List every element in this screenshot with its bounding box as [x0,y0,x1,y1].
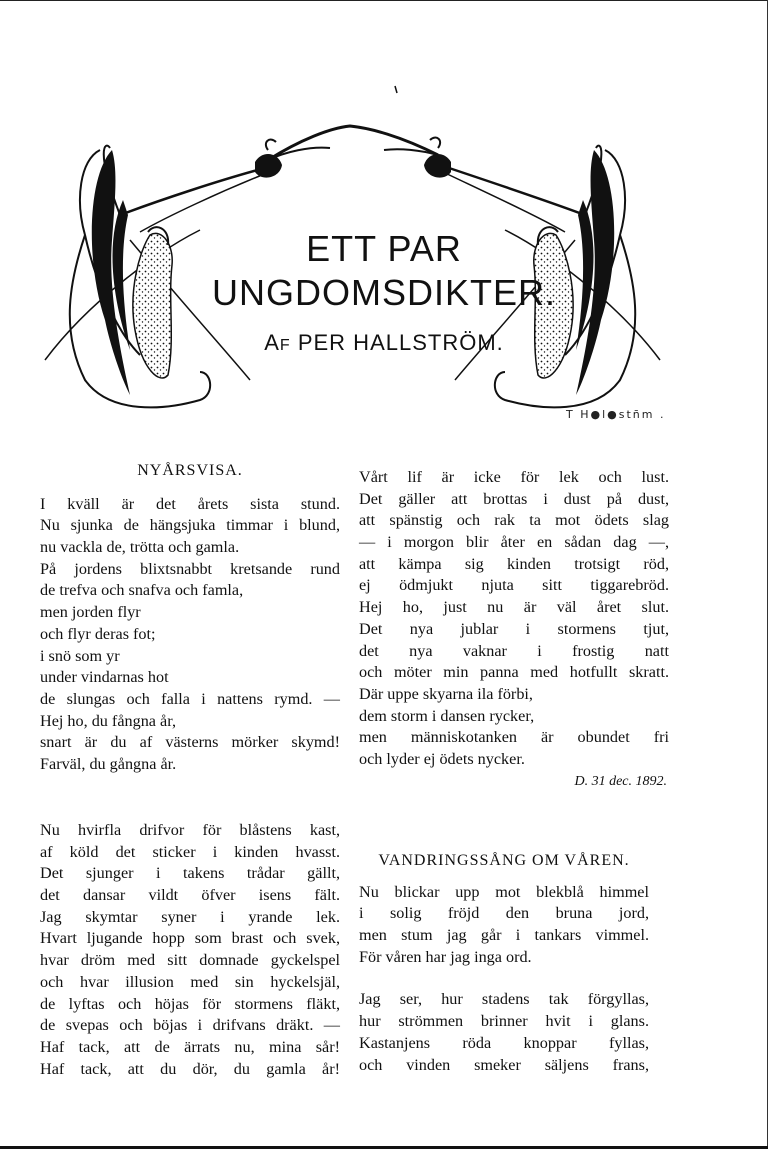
stanza-gap [359,968,649,989]
verse-line: det nya vaknar i frostig natt [359,641,669,660]
verse-line: och hvar illusion med sin hyckelsjäl, [40,972,340,991]
verse-line: de svepas och böjas i drifvans dräkt. — [40,1016,340,1035]
verse-line: Kastanjens röda knoppar fyllas, [359,1033,649,1052]
author-prefix-rest: F [279,337,291,354]
verse-line: under vindarnas hot [40,668,169,687]
verse-line: ej ödmjukt njuta sitt tiggarebröd. [359,576,669,595]
poem2-column [359,850,649,1076]
verse-line: men stum jag går i tankars vimmel. [359,926,649,945]
verse-line: hvar dröm med sitt domnade gyckelspel [40,951,340,970]
poem1-column-left-top [40,460,340,776]
illustrator-signature: T H●l●stn̄m . [566,408,666,421]
verse-line: att kämpa sig kinden trotsigt röd, [359,554,669,573]
verse-line: hur strömmen brinner hvit i glans. [359,1012,649,1031]
poem1-column-right-top [359,467,669,792]
poem2-stanza1 [359,882,649,969]
verse-line: de lyftas och höjas för stormens fläkt, [40,994,340,1013]
author-name: PER HALLSTRÖM. [297,330,504,355]
verse-line: och möter min panna med hotfullt skratt. [359,663,669,682]
verse-line: dem storm i dansen rycker, [359,706,535,725]
verse-line: Hej ho, du fångna år, [40,711,176,730]
verse-line: Där uppe skyarna ila förbi, [359,684,533,703]
poem1-stanza1 [40,494,340,776]
verse-line: och vinden smeker säljens frans, [359,1055,649,1074]
article-title-line1: ETT PAR [306,228,462,269]
verse-line: och lyder ej ödets nycker. [359,749,525,768]
author-prefix-a: A [264,330,280,355]
verse-line: i solig fröjd den bruna jord, [359,904,649,923]
poem2-stanza2 [359,989,649,1076]
poem1-stanza3 [359,467,669,771]
poem1-column-left-bottom [40,820,340,1080]
verse-line: det dansar vildt öfver isens fält. [40,886,340,905]
verse-line: Det gäller att brottas i dust på dust, [359,489,669,508]
verse-line: Farväl, du gångna år. [40,754,177,773]
verse-line: snart är du af västerns mörker skymd! [40,733,340,752]
verse-line: nu vackla de, trötta och gamla. [40,538,240,557]
verse-line: Hej ho, just nu är väl året slut. [359,598,669,617]
verse-line: Hvart ljugande hopp som brast och svek, [40,929,340,948]
verse-line: att spänstig och rak ta mot ödets slag [359,511,669,530]
verse-line: För våren har jag inga ord. [359,947,532,966]
verse-line: Haf tack, att du dör, du gamla år! [40,1059,340,1078]
verse-line: Nu hvirfla drifvor för blåstens kast, [40,821,340,839]
verse-line: och flyr deras fot; [40,624,156,643]
art-nouveau-ornament [0,0,768,440]
verse-line: Nu sjunka de hängsjuka timmar i blund, [40,516,340,535]
poem1-stanza2 [40,820,340,1080]
article-title-line2: UNGDOMSDIKTER. [211,272,556,313]
verse-line: Det sjunger i takens trådar gällt, [40,864,340,883]
verse-line: Jag ser, hur stadens tak förgyllas, [359,990,649,1009]
verse-line: Jag skymtar syner i yrande lek. [40,907,340,926]
poem1-dateline: D. 31 dec. 1892. [574,773,667,789]
verse-line: Det nya jublar i stormens tjut, [359,619,669,638]
verse-line: i snö som yr [40,646,120,665]
verse-line: — i morgon blir åter en sådan dag —, [359,533,669,552]
verse-line: men människotanken är obundet fri [359,728,669,747]
verse-line: af köld det sticker i kinden hvasst. [40,842,340,861]
poem2-title: VANDRINGSSÅNG OM VÅREN. [378,852,630,869]
verse-line: I kväll är det årets sista stund. [40,494,340,513]
verse-line: Haf tack, att de ärrats nu, mina sår! [40,1037,340,1056]
poem1-title: NYÅRSVISA. [137,462,243,479]
author-byline [0,330,768,356]
verse-line: de slungas och falla i nattens rymd. — [40,689,340,708]
verse-line: Vårt lif är icke för lek och lust. [359,468,669,486]
verse-line: men jorden flyr [40,603,141,622]
verse-line: På jordens blixtsnabbt kretsande rund [40,559,340,578]
verse-line: Nu blickar upp mot blekblå himmel [359,882,649,901]
verse-line: de trefva och snafva och famla, [40,581,244,600]
